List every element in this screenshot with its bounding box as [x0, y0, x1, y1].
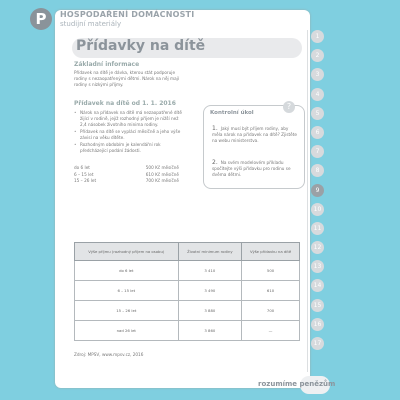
- intro-heading: Základní informace: [74, 61, 140, 68]
- condition-item: • Nárok na přídavek na dítě má nezaopatřené dítě žijící v rodině, jejíž rozhodný příjem je nižší než 2,4 násobek životního minima rodiny.: [74, 110, 184, 128]
- rates-list: [74, 165, 179, 185]
- side-tab[interactable]: 8: [311, 164, 324, 177]
- side-tab[interactable]: 3: [311, 68, 324, 81]
- conditions-list: [74, 110, 184, 155]
- rate-value: 610 Kč měsíčně: [145, 171, 179, 177]
- side-tab[interactable]: 2: [311, 49, 324, 62]
- series-title: HOSPODAŘENÍ DOMÁCNOSTI: [60, 10, 195, 19]
- table-cell: 500: [242, 261, 300, 281]
- task-item: [212, 160, 298, 178]
- table-row: [75, 301, 300, 321]
- table-cell: 3 410: [178, 261, 242, 281]
- table-row: [75, 261, 300, 281]
- rate-label: 6 – 15 let: [74, 171, 94, 177]
- table-row: [75, 281, 300, 301]
- rate-value: 700 Kč měsíčně: [145, 178, 179, 183]
- side-tab[interactable]: 13: [311, 260, 324, 273]
- table-cell: —: [242, 321, 300, 341]
- table-cell: 700: [242, 301, 300, 321]
- intro-text: Přídavek na dítě je dávka, kterou stát podporuje rodiny s nezaopatřenými dětmi. Nárok na něj mají rodiny s nízkými příjmy.: [74, 70, 179, 87]
- side-tab[interactable]: 10: [311, 203, 324, 216]
- task-item: [212, 126, 298, 144]
- rate-value: 500 Kč měsíčně: [145, 165, 179, 170]
- rate-label: do 6 let: [74, 165, 90, 170]
- logo: P: [30, 8, 52, 30]
- task-number: 2.: [212, 159, 218, 166]
- table-cell: 15 – 26 let: [75, 301, 179, 321]
- side-tab[interactable]: 6: [311, 126, 324, 139]
- series-subtitle: studijní materiály: [60, 20, 122, 28]
- source-note: Zdroj: MPSV, www.mpsv.cz, 2016: [74, 352, 144, 357]
- table-cell: 6 – 15 let: [75, 281, 179, 301]
- table-cell: 3 880: [178, 301, 242, 321]
- condition-item: • Rozhodným obdobím je kalendářní rok předcházející podání žádosti.: [74, 142, 184, 154]
- table-header: Výše přídavku na dítě: [242, 243, 300, 261]
- rate-row: [74, 178, 179, 185]
- task-heading: Kontrolní úkol: [210, 110, 254, 116]
- table-cell: nad 26 let: [75, 321, 179, 341]
- task-text: Na svém modelovém příkladu spočítejte výši přídavku pro rodinu se dvěma dětmi.: [212, 160, 291, 177]
- side-tab[interactable]: 7: [311, 145, 324, 158]
- side-tab[interactable]: 17: [311, 337, 324, 350]
- data-table: [74, 242, 300, 341]
- question-icon: ?: [283, 101, 295, 113]
- subsection-heading: Přídavek na dítě od 1. 1. 2016: [74, 100, 176, 107]
- table-header: Životní minimum rodiny: [178, 243, 242, 261]
- rate-label: 15 – 26 let: [74, 178, 97, 183]
- brand-text: rozumíme penězům: [258, 380, 336, 388]
- table-header: Výše příjmu (rozhodný příjem na osobu): [75, 243, 179, 261]
- side-tab[interactable]: 15: [311, 299, 324, 312]
- side-tab[interactable]: 4: [311, 88, 324, 101]
- side-tab[interactable]: 1: [311, 30, 324, 43]
- table-cell: 3 490: [178, 281, 242, 301]
- table-row: [75, 321, 300, 341]
- side-tab[interactable]: 11: [311, 222, 324, 235]
- page-title: Přídavky na dítě: [76, 38, 206, 54]
- side-tab[interactable]: 9: [311, 184, 324, 197]
- table-header-row: [75, 243, 300, 261]
- task-text: Jaký musí být příjem rodiny, aby měla nárok na přídavek na dítě? Zjistěte na webu ministerstva.: [212, 126, 297, 143]
- table-cell: do 6 let: [75, 261, 179, 281]
- table-cell: 3 860: [178, 321, 242, 341]
- side-tab[interactable]: 14: [311, 279, 324, 292]
- side-tab[interactable]: 5: [311, 107, 324, 120]
- side-tab[interactable]: 12: [311, 241, 324, 254]
- condition-item: • Přídavek na dítě se vyplácí měsíčně a jeho výše závisí na věku dítěte.: [74, 129, 184, 141]
- side-tabs: [311, 30, 327, 356]
- side-tab[interactable]: 16: [311, 318, 324, 331]
- table-cell: 610: [242, 281, 300, 301]
- task-number: 1.: [212, 125, 218, 132]
